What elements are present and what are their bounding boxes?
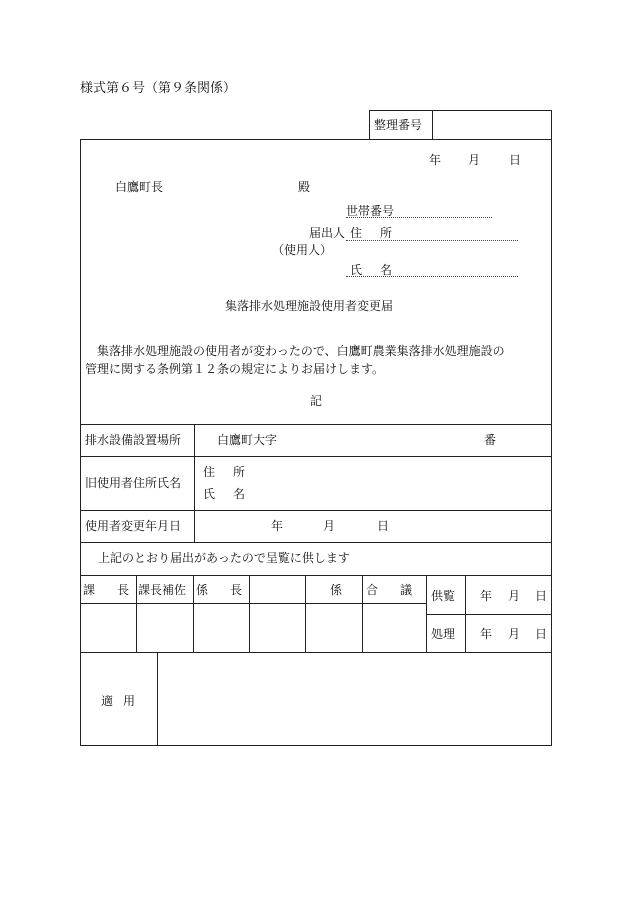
row-divider-7 [80,652,552,653]
ki-label: 記 [310,394,323,408]
stamp-cell-4[interactable] [252,606,303,650]
form-label: 様式第６号（第９条関係） [80,81,237,96]
seiri-bangou-label: 整理番号 [374,118,423,132]
stamp-cell-kachou-hosa[interactable] [139,606,191,650]
shimei-line[interactable] [346,276,518,277]
row-divider-3 [80,510,552,511]
label-col-divider [194,424,195,542]
date-nen: 年 [429,153,442,167]
date-label: 使用者変更年月日 [85,519,182,533]
seiri-bangou-field[interactable] [436,114,548,136]
row-divider-6b [426,614,552,615]
date-hi: 日 [509,153,522,167]
haisui-field[interactable] [300,428,470,450]
approval-col-5 [362,575,363,652]
kakari-label: 係 [330,583,343,597]
kachou-hosa-label: 課長補佐 [138,583,187,597]
aigi-label: 合議 [366,583,435,597]
stamp-cell-kakarichou[interactable] [196,606,247,650]
kyuu-label: 旧使用者住所氏名 [85,476,182,490]
row-date-hi: 日 [377,519,390,533]
tekiyou-label: 適用 [101,694,146,708]
todokede-label: 届出人 [309,226,346,240]
setai-bangou-label: 世帯番号 [346,204,395,218]
haisui-value: 白鷹町大字 [217,433,278,447]
kyuu-jusho-label: 住所 [203,465,264,479]
shimei-label: 氏名 [350,263,411,277]
body-text-line-2: 管理に関する条例第１２条の規定によりお届けします。 [85,362,385,376]
kyouran-label: 供覧 [431,589,456,603]
ban-label: 番 [484,433,497,447]
body-text-line-1: 集落排水処理施設の使用者が変わったので、白鷹町農業集落排水処理施設の [97,344,505,358]
row-date-tsuki: 月 [323,519,336,533]
jusho-label: 住所 [350,226,411,240]
shori-nen: 年 [480,627,493,641]
kachou-label-1: 課長 [83,583,152,597]
addressee-honorific: 殿 [298,180,311,194]
row-divider-4 [80,542,552,543]
stamp-cell-aigi[interactable] [365,606,424,650]
tekiyou-divider [157,652,158,746]
tekiyou-field[interactable] [160,655,548,743]
row-divider-6 [80,603,426,604]
approval-col-7 [465,575,466,652]
stamp-cell-kakari[interactable] [308,606,360,650]
addressee-name: 白鷹町長 [115,180,164,194]
row-divider-5 [80,575,552,576]
date-tsuki: 月 [468,153,481,167]
setai-bangou-line[interactable] [346,217,492,218]
form-title: 集落排水処理施設使用者変更届 [225,299,394,313]
kakarichou-label: 係長 [196,583,265,597]
seiri-bangou-divider [432,110,433,140]
shori-hi: 日 [535,627,548,641]
kyouran-nen: 年 [480,589,493,603]
kyuu-field[interactable] [260,460,545,506]
row-divider-1 [80,424,552,425]
shori-tsuki: 月 [508,627,521,641]
approval-col-2 [193,575,194,652]
jusho-line[interactable] [346,240,518,241]
approval-note: 上記のとおり届出があったので呈覧に供します [98,551,350,565]
shori-label: 処理 [431,627,456,641]
approval-col-4 [305,575,306,652]
stamp-cell-kachou[interactable] [82,606,134,650]
kyouran-tsuki: 月 [508,589,521,603]
row-date-nen: 年 [271,519,284,533]
kyouran-hi: 日 [535,589,548,603]
row-divider-2 [80,456,552,457]
shiyounin-label: （使用人） [272,243,333,257]
kyuu-shimei-label: 氏名 [203,487,264,501]
haisui-label: 排水設備設置場所 [85,433,182,447]
